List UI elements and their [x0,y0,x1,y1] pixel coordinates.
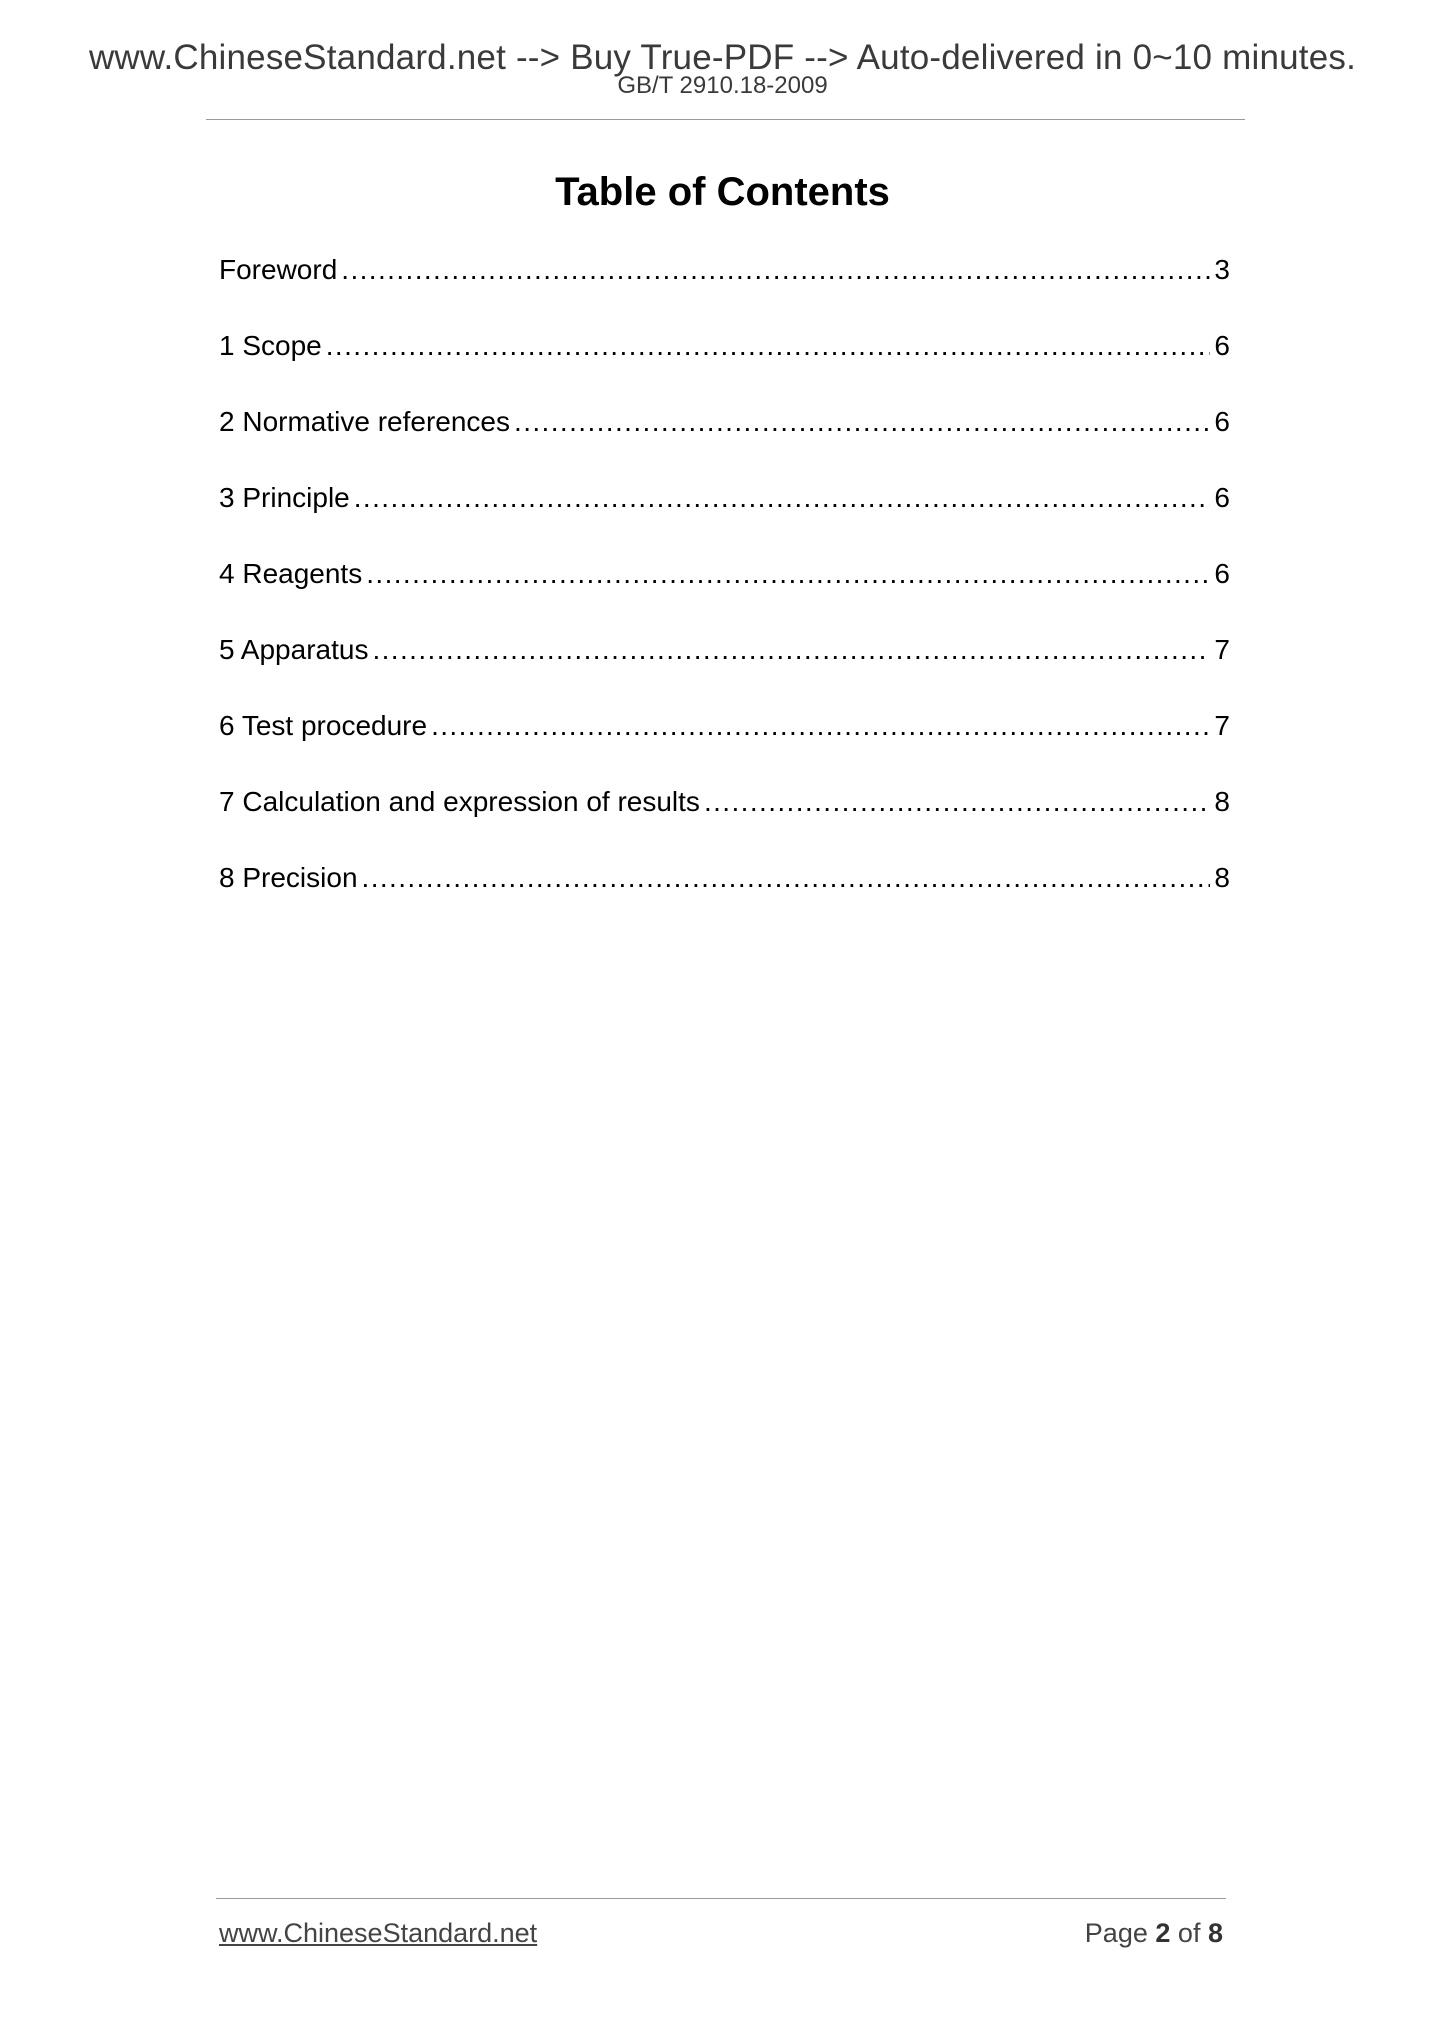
toc-entry-reagents[interactable] [219,554,1230,630]
toc-entry-page: 6 [1214,558,1230,589]
toc-dot-leader [514,402,1210,442]
footer-website-link[interactable]: www.ChineseStandard.net [219,1918,538,1948]
toc-entry-page: 6 [1214,406,1230,437]
page-title: Table of Contents [555,170,890,214]
toc-entry-normative-references[interactable] [219,402,1230,478]
page-word: Page [1084,1918,1148,1948]
toc-entry-precision[interactable] [219,858,1230,934]
footer-divider [216,1898,1226,1899]
toc-entry-apparatus[interactable] [219,630,1230,706]
toc-entry-page: 8 [1214,786,1230,817]
toc-entry-label: 4 Reagents [219,558,363,589]
toc-entry-foreword[interactable] [219,250,1230,326]
total-pages-number: 8 [1207,1918,1223,1948]
toc-entry-page: 7 [1214,710,1230,741]
toc-entry-page: 8 [1214,862,1230,893]
toc-dot-leader [341,250,1210,290]
page-number [1085,1918,1223,1949]
toc-entry-label: 5 Apparatus [219,634,369,665]
toc-dot-leader [372,630,1210,670]
toc-dot-leader [354,478,1211,518]
toc-entry-scope[interactable] [219,326,1230,402]
toc-list [219,250,1230,934]
of-word: of [1177,1918,1201,1948]
toc-dot-leader [431,706,1210,746]
toc-entry-calculation[interactable] [219,782,1230,858]
toc-entry-page: 7 [1214,634,1230,665]
toc-entry-page: 3 [1214,254,1230,285]
toc-entry-label: 2 Normative references [219,406,511,437]
toc-entry-label: 3 Principle [219,482,350,513]
toc-dot-leader [704,782,1210,822]
toc-entry-label: 6 Test procedure [219,710,428,741]
toc-dot-leader [326,326,1211,366]
toc-entry-label: 8 Precision [219,862,358,893]
toc-entry-label: 7 Calculation and expression of results [219,786,700,817]
toc-entry-label: Foreword [219,254,338,285]
header-banner: www.ChineseStandard.net --> Buy True-PDF --> Auto-delivered in 0~10 minutes. [88,38,1357,77]
toc-entry-test-procedure[interactable] [219,706,1230,782]
standard-code: GB/T 2910.18-2009 [617,72,828,99]
toc-dot-leader [362,858,1211,898]
current-page-number: 2 [1155,1918,1171,1948]
toc-dot-leader [366,554,1210,594]
toc-entry-principle[interactable] [219,478,1230,554]
toc-entry-label: 1 Scope [219,330,322,361]
toc-entry-page: 6 [1214,482,1230,513]
header-divider [206,119,1245,120]
toc-entry-page: 6 [1214,330,1230,361]
